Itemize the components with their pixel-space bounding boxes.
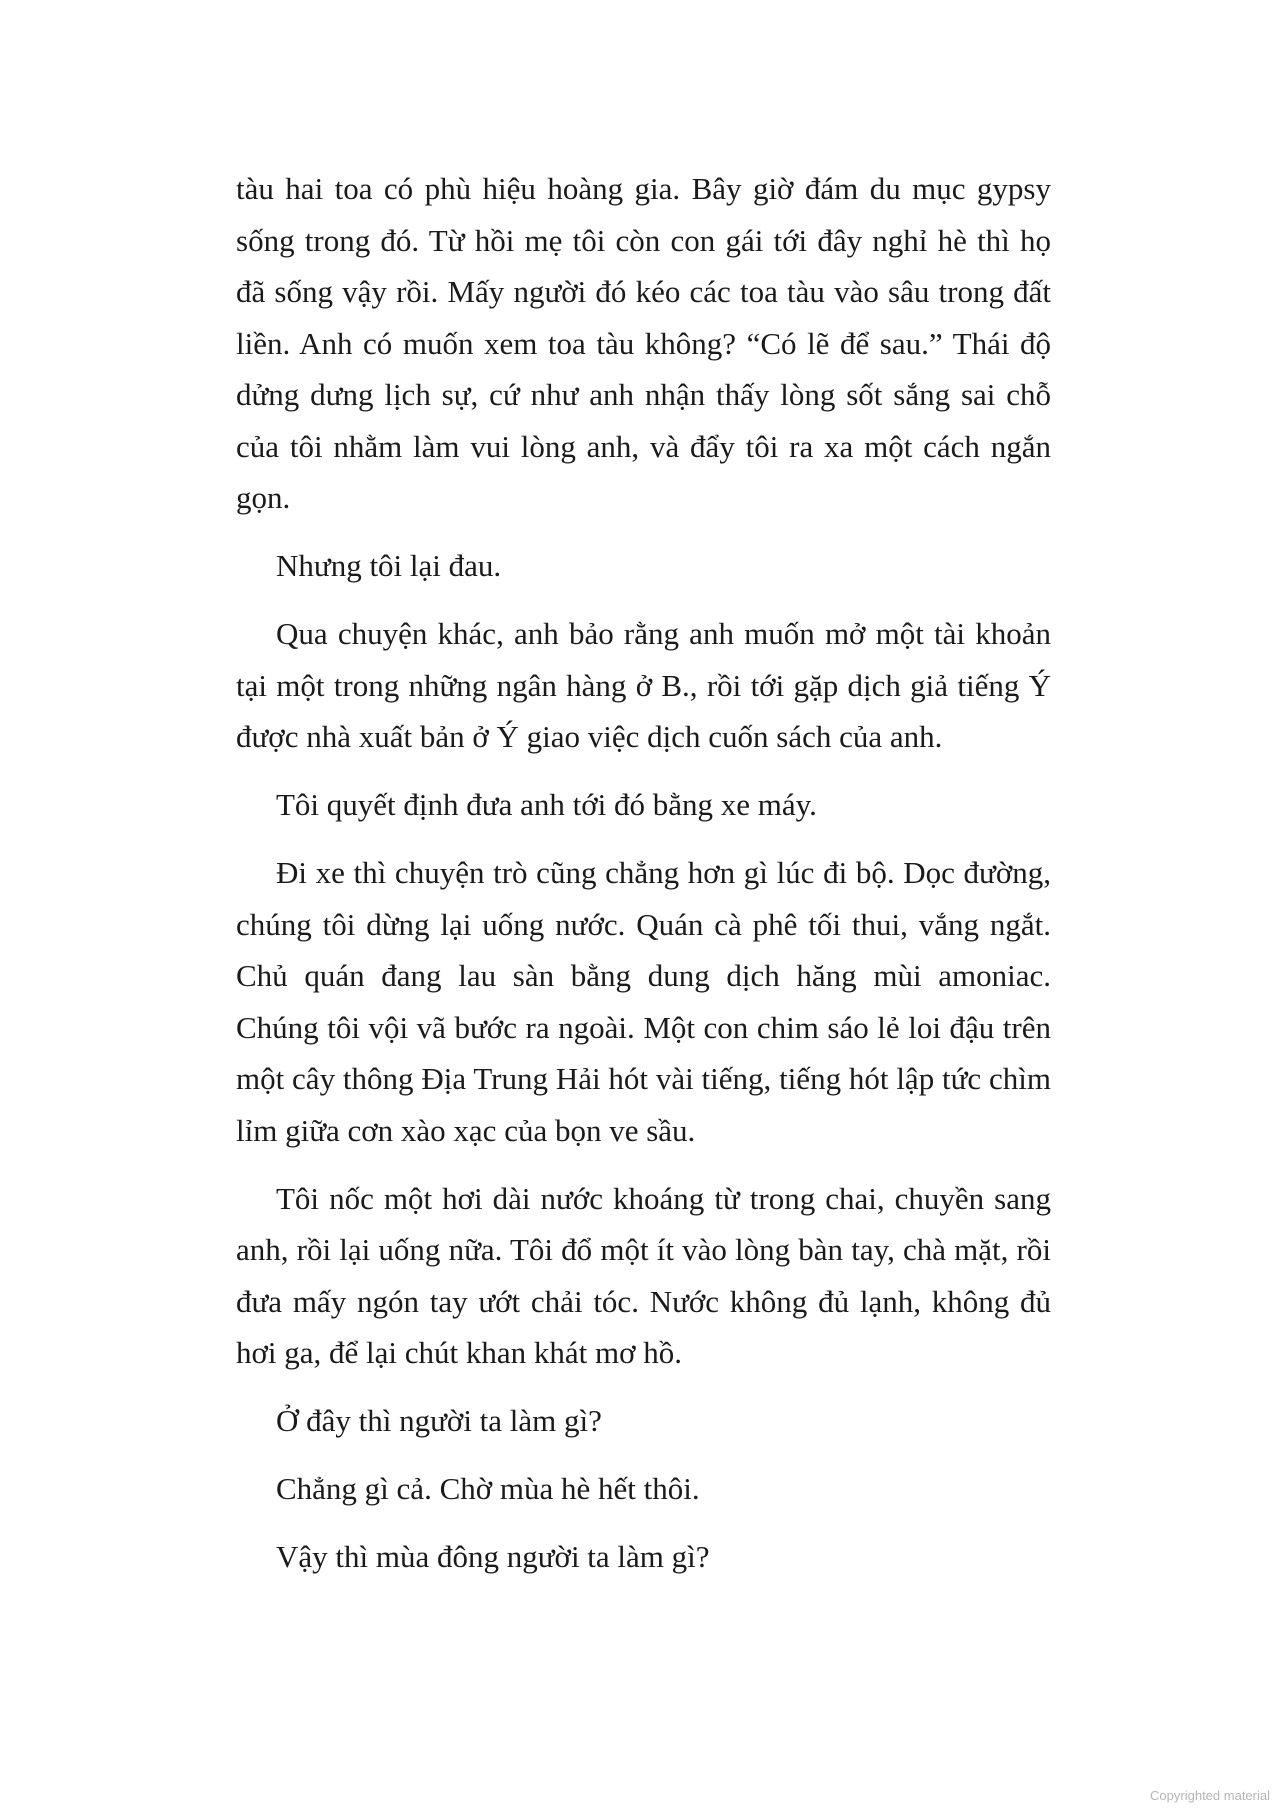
paragraph-continuation: tàu hai toa có phù hiệu hoàng gia. Bây giờ đám du mục gypsy sống trong đó. Từ hồi mẹ tôi còn con gái tới đây nghỉ hè thì họ đã sống vậy rồi. Mấy người đó kéo các toa tàu vào sâu trong đất liền. Anh có muốn xem toa tàu không? “Có lẽ để sau.” Thái độ dửng dưng lịch sự, cứ như anh nhận thấy lòng sốt sắng sai chỗ của tôi nhằm làm vui lòng anh, và đẩy tôi ra xa một cách ngắn gọn.	[236, 171, 1051, 515]
copyright-watermark: Copyrighted material	[1150, 1788, 1270, 1803]
dialogue-line: Vậy thì mùa đông người ta làm gì?	[276, 1539, 710, 1574]
paragraph: Tôi quyết định đưa anh tới đó bằng xe máy.	[276, 787, 817, 822]
book-page-body	[236, 163, 1051, 1583]
paragraph: Nhưng tôi lại đau.	[276, 548, 502, 583]
dialogue-line: Ở đây thì người ta làm gì?	[276, 1403, 602, 1438]
paragraph: Tôi nốc một hơi dài nước khoáng từ trong chai, chuyền sang anh, rồi lại uống nữa. Tôi đổ một ít vào lòng bàn tay, chà mặt, rồi đưa mấy ngón tay ướt chải tóc. Nước không đủ lạnh, không đủ hơi ga, để lại chút khan khát mơ hồ.	[236, 1180, 1051, 1370]
paragraph: Đi xe thì chuyện trò cũng chẳng hơn gì lúc đi bộ. Dọc đường, chúng tôi dừng lại uống nước. Quán cà phê tối thui, vắng ngắt. Chủ quán đang lau sàn bằng dung dịch hăng mùi amoniac. Chúng tôi vội vã bước ra ngoài. Một con chim sáo lẻ loi đậu trên một cây thông Địa Trung Hải hót vài tiếng, tiếng hót lập tức chìm lỉm giữa cơn xào xạc của bọn ve sầu.	[236, 855, 1051, 1148]
paragraph: Qua chuyện khác, anh bảo rằng anh muốn mở một tài khoản tại một trong những ngân hàng ở B., rồi tới gặp dịch giả tiếng Ý được nhà xuất bản ở Ý giao việc dịch cuốn sách của anh.	[236, 616, 1051, 754]
dialogue-line: Chẳng gì cả. Chờ mùa hè hết thôi.	[276, 1471, 700, 1506]
